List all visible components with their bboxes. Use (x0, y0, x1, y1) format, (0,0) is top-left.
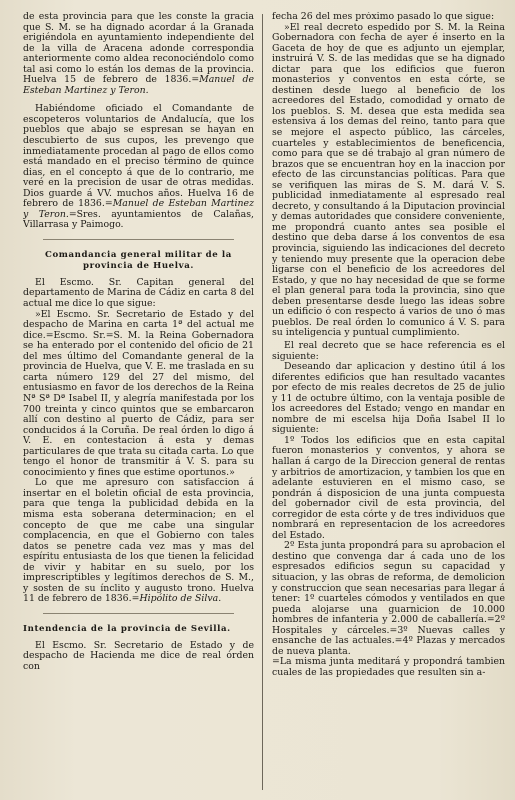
paragraph: El real decreto que se hace referencia es el siguiente: (272, 339, 505, 362)
paragraph: El Escmo. Sr. Capitan general del departamento de Marina de Cádiz en carta 8 del actual me dice lo que sigue: (23, 276, 254, 310)
paragraph: Lo que me apresuro con satisfaccion á insertar en el boletin oficial de esta provincia, para que tenga la publicidad debida en la misma esta soberana determinacion; en el concepto de que me cabe una singular complacencia, en que el Gobierno con tales datos se penetre cada vez mas y mas del espíritu entusiasta de los que tienen la felicidad de vivir y habitar en su suelo, por los imprescriptibles y legítimos derechos de S. M., y sosten de su ínclito y augusto trono. Huelva 11 de febrero de 1836.=Hipólito de Silva. (23, 477, 254, 605)
section-heading: Comandancia general militar de la provincia de Huelva. (45, 249, 232, 271)
signature: Manuel de Esteban Martinez y Teron. (23, 198, 254, 220)
paragraph: =La misma junta meditará y propondrá tambien cuales de las propiedades que resulten sin a- (272, 656, 505, 678)
section-divider (43, 239, 234, 240)
paragraph: fecha 26 del mes próximo pasado lo que sigue: (272, 12, 495, 22)
right-column (272, 12, 505, 792)
paragraph: Deseando dar aplicacion y destino útil á los diferentes edificios que han resultado vacantes por efecto de mis reales decretos de 25 de julio y 11 de octubre último, con la ventaja posible de los acreedores del Estado; vengo en mandar en nombre de mi escelsa hija Doña Isabel II lo siguiente: (272, 361, 505, 436)
paragraph: Habiéndome oficiado el Comandante de escopeteros voluntarios de Andalucía, que los pueblos que abajo se espresan se hayan en descubierto de sus cupos, les prevengo que inmediatamente procedan al pago de ellos como está mandado en el preciso término de quince dias, en el concepto á que de lo contrario, me veré en la precision de usar de otras medidas. Dios guarde á VV. muchos años. Huelva 16 de febrero de 1836.=Manuel de Esteban Martinez y Teron.=Sres. ayuntamientos de Calañas, Villarrasa y Paimogo. (23, 103, 254, 231)
section-divider (43, 613, 234, 614)
left-column (23, 12, 254, 792)
signature: Manuel de Esteban Martinez y Teron. (23, 74, 254, 96)
paragraph: El Escmo. Sr. Secretario de Estado y de despacho de Hacienda me dice de real órden con (23, 639, 254, 672)
section-heading: Intendencia de la provincia de Sevilla. (23, 623, 231, 634)
paragraph: »El real decreto espedido por S. M. la Reina Gobernadora con fecha de ayer é inserto en la Gaceta de hoy de que es adjunto un ejemplar, instruirá V. S. de las medidas que se ha dignado dictar para que los edificios que fueron monasterios y conventos en esta córte, se destinen desde luego al beneficio de los acreedores del Estado, comodidad y ornato de los pueblos. S. M. desea que esta medida sea estensiva á los demas del reino, tanto para que se mejore el aspecto público, las cárceles, cuarteles y establecimientos de beneficencia, como para que se dé trabajo al gran número de brazos que se encuentran hoy en la inaccion por efecto de las circunstancias políticas. Para que se verifiquen las miras de S. M. dará V. S. publicidad inmediatamente al espresado real decreto, y consultando á la Diputacion provincial y demas autoridades que considere conveniente, me propondrá cuanto antes sea posible el destino que deba darse á los conventos de esa provincia, siguiendo las indicaciones del decreto y teniendo muy presente que la operacion debe ligarse con el beneficio de los acreedores del Estado, y que no hay necesidad de que se forme el plan general para toda la provincia, sino que deben presentarse desde luego las ideas sobre un edificio ó con respecto á varios de uno ó mas pueblos. De real órden lo comunico á V. S. para su inteligencia y puntual cumplimiento. (272, 21, 505, 339)
paragraph: »El Escmo. Sr. Secretario de Estado y del despacho de Marina en carta 1ª del actual me dice.=Escmo. Sr.=S. M. la Reina Gobernadora se ha enterado por el contenido del oficio de 21 del mes último del Comandante general de la provincia de Huelva, que V. E. me traslada en su carta número 129 del 27 del mismo, del entusiasmo en favor de los derechos de la Reina Nª Sª Dª Isabel II, y alegría manifestada por los 700 treinta y cinco quintos que se embarcaron allí con destino al puerto de Cádiz, para ser conducidos á la Coruña. De real órden lo digo á V. E. en contestacion á esta y demas particulares de que trata su citada carta. Lo que tengo el honor de transmitir á V. S. para su conocimiento y fines que estime oportunos.» (23, 308, 254, 478)
paragraph: de esta provincia para que les conste la gracia que S. M. se ha dignado acordar á la Granada erigiéndola en ayuntamiento independiente del de la villa de Aracena adonde correspondia anteriormente como aldea reconociéndolo como tal asi como lo están los demas de la provincia. Huelva 15 de febrero de 1836.=Manuel de Esteban Martinez y Teron. (23, 12, 254, 96)
paragraph: 2º Esta junta propondrá para su aprobacion el destino que convenga dar á cada uno de los espresados edificios segun su capacidad y situacion, y las obras de reforma, de demolicion y construccion que sean necesarias para llegar á tener: 1º cuarteles cómodos y ventilados en que pueda alojarse una guarnicion de 10.000 hombres de infanteria y 2.000 de caballería.=2º Hospitales y cárceles.=3º Nuevas calles y ensanche de las actuales.=4º Plazas y mercados de nueva planta. (272, 540, 505, 657)
paragraph: 1º Todos los edificios que en esta capital fueron monasterios y conventos, y ahora se hallan á cargo de la Direccion general de rentas y arbitrios de amortizacion, y tambien los que en adelante estuvieren en el mismo caso, se pondrán á disposicion de una junta compuesta del gobernador civil de esta provincia, del corregidor de esta córte y de tres individuos que nombrará en representacion de los acreedores del Estado. (272, 434, 505, 541)
signature: Hipólito de Silva. (139, 593, 222, 605)
column-rule (262, 14, 263, 790)
